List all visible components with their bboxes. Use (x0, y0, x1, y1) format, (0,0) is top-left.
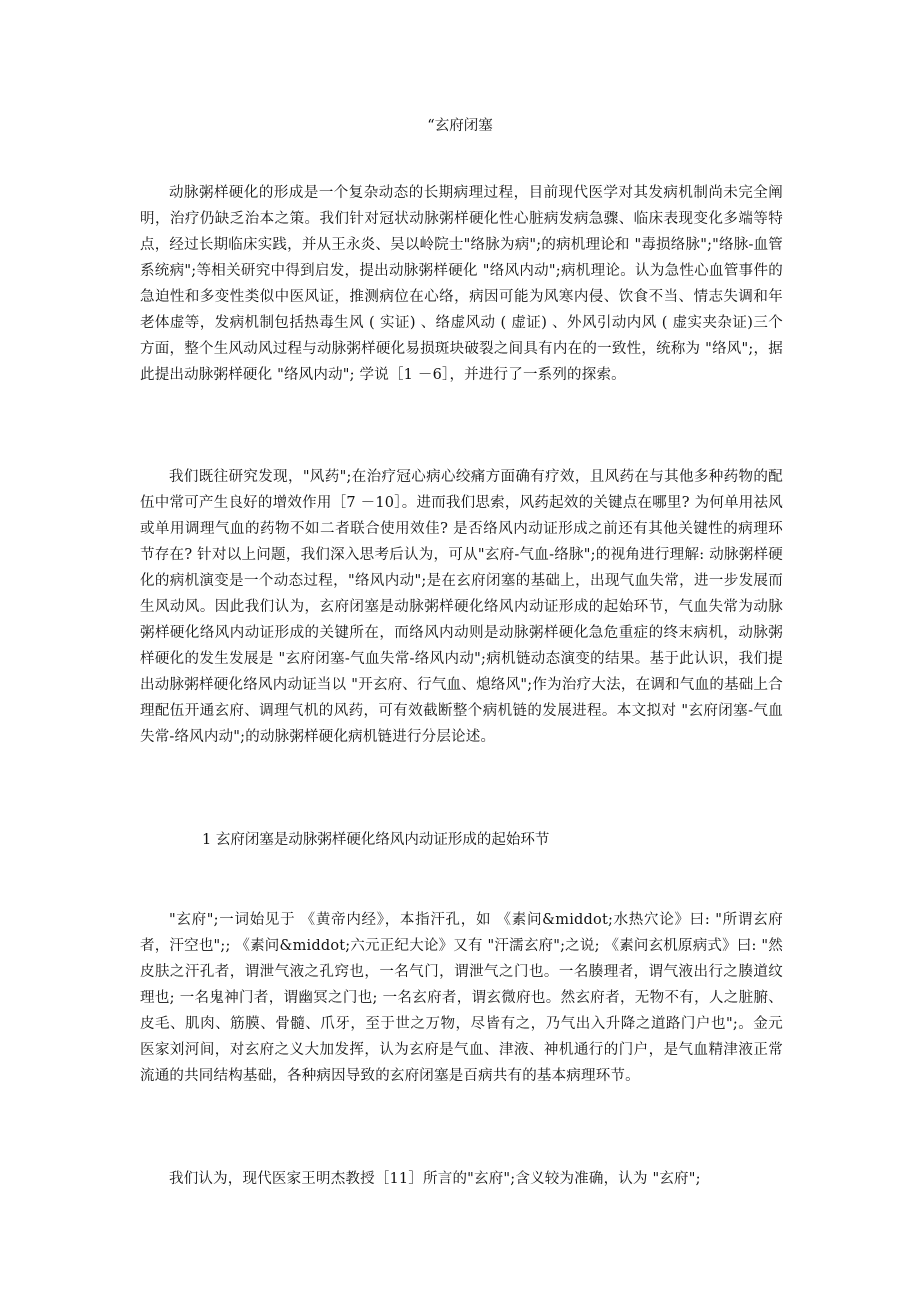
paragraph-intro-2: 我们既往研究发现，"风药";在治疗冠心病心绞痛方面确有疗效，且风药在与其他多种药物的配伍中常可产生良好的增效作用［7 －10］。进而我们思索，风药起效的关键点在哪里? 为何单用祛风或单用调理气血的药物不如二者联合使用效佳? 是否络风内动证形成之前还有其他关键性的病理环节存在? 针对以上问题，我们深入思考后认为，可从"玄府-气血-络脉";的视角进行理解: 动脉粥样硬化的病机演变是一个动态过程，"络风内动";是在玄府闭塞的基础上，出现气血失常，进一步发展而生风动风。因此我们认为，玄府闭塞是动脉粥样硬化络风内动证形成的起始环节，气血失常为动脉粥样硬化络风内动证形成的关键所在，而络风内动则是动脉粥样硬化急危重症的终末病机，动脉粥样硬化的发生发展是 "玄府闭塞-气血失常-络风内动";病机链动态演变的结果。基于此认识，我们提出动脉粥样硬化络风内动证当以 "开玄府、行气血、熄络风";作为治疗大法，在调和气血的基础上合理配伍开通玄府、调理气机的风药，可有效截断整个病机链的发展进程。本文拟对 "玄府闭塞-气血失常-络风内动";的动脉粥样硬化病机链进行分层论述。 (140, 469, 783, 745)
document-title: “玄府闭塞 (427, 118, 493, 134)
paragraph-section-1: "玄府";一词始见于 《黄帝内经》，本指汗孔，如 《素问&middot;水热穴论》曰: "所谓玄府者，汗空也";; 《素问&middot;六元正纪大论》又有 "汗濡玄府";之说; 《素问玄机原病式》曰: "然皮肤之汗孔者，谓泄气液之孔窍也，一名气门，谓泄气之门也。一名腠理者，谓气液出行之腠道纹理也; 一名鬼神门者，谓幽冥之门也; 一名玄府者，谓玄微府也。然玄府者，无物不有，人之脏腑、皮毛、肌肉、筋膜、骨髓、爪牙，至于世之万物，尽皆有之，乃气出入升降之道路门户也";。金元医家刘河间，对玄府之义大加发挥，认为玄府是气血、津液、神机通行的门户，是气血精津液正常流通的共同结构基础，各种病因导致的玄府闭塞是百病共有的基本病理环节。 (140, 912, 783, 1084)
paragraph-intro-1: 动脉粥样硬化的形成是一个复杂动态的长期病理过程，目前现代医学对其发病机制尚未完全阐明，治疗仍缺乏治本之策。我们针对冠状动脉粥样硬化性心脏病发病急骤、临床表现变化多端等特点，经过长期临床实践，并从王永炎、吴以岭院士"络脉为病";的病机理论和 "毒损络脉";"络脉-血管系统病";等相关研究中得到启发，提出动脉粥样硬化 "络风内动";病机理论。认为急性心血管事件的急迫性和多变性类似中医风证，推测病位在心络，病因可能为风寒内侵、饮食不当、情志失调和年老体虚等，发病机制包括热毒生风 ( 实证) 、络虚风动 ( 虚证) 、外风引动内风 ( 虚实夹杂证)三个方面，整个生风动风过程与动脉粥样硬化易损斑块破裂之间具有内在的一致性，统称为 "络风";，据此提出动脉粥样硬化 "络风内动"; 学说［1 －6］，并进行了一系列的探索。 (140, 185, 783, 383)
paragraph-section-2: 我们认为，现代医家王明杰教授［11］所言的"玄府";含义较为准确，认为 "玄府"; (169, 1171, 701, 1187)
section-heading-1: 1 玄府闭塞是动脉粥样硬化络风内动证形成的起始环节 (202, 832, 550, 848)
